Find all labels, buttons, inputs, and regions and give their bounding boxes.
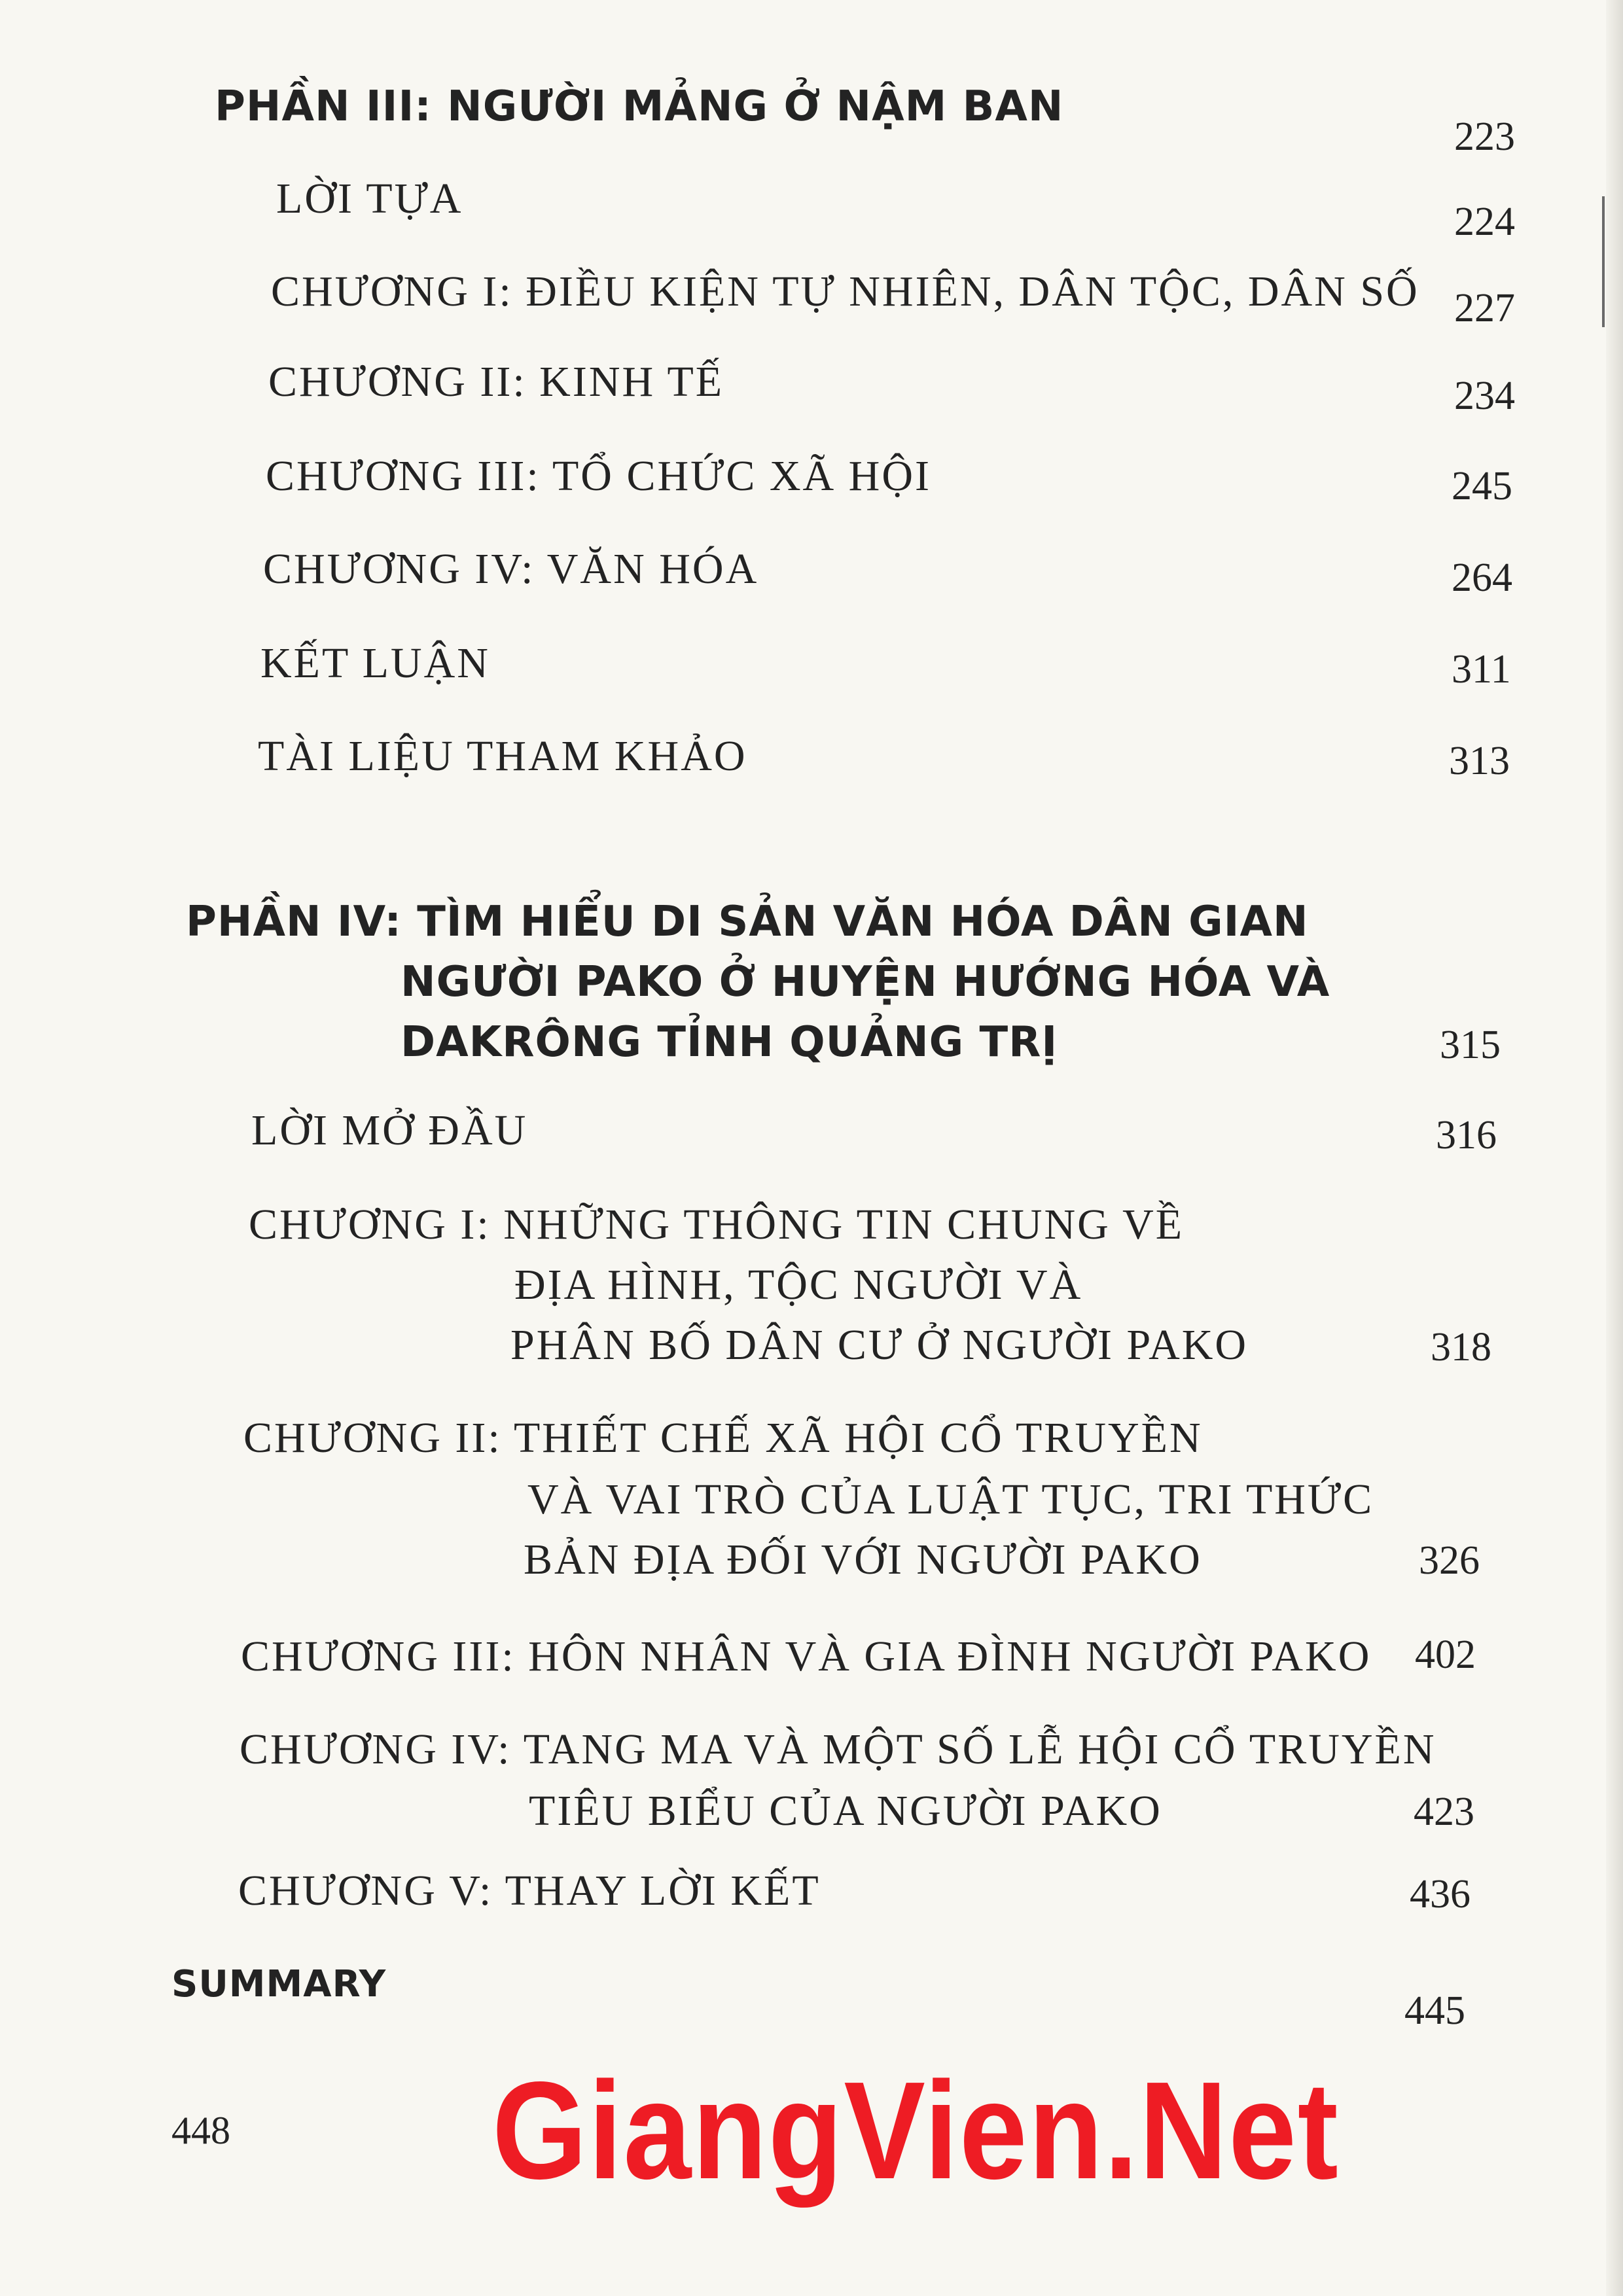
part4-title-line-1: PHẦN IV: TÌM HIỂU DI SẢN VĂN HÓA DÂN GIAN [186,898,1309,946]
part3-page: 223 [1454,115,1515,159]
toc-entry-page: 227 [1454,286,1515,330]
toc-entry-page: 423 [1414,1790,1474,1834]
toc-entry-page: 313 [1449,739,1510,783]
toc-entry-chuong-4: CHƯƠNG IV: VĂN HÓA [263,545,759,593]
watermark-logo: GiangVien.Net [492,2053,1340,2208]
part4-title-line-3: DAKRÔNG TỈNH QUẢNG TRỊ [401,1018,1058,1067]
toc-entry-loi-tua: LỜI TỰA [276,175,463,222]
toc-entry-loi-mo-dau: LỜI MỞ ĐẦU [251,1106,528,1154]
part3-title: PHẦN III: NGƯỜI MẢNG Ở NẬM BAN [215,82,1064,131]
part4-page: 315 [1440,1023,1501,1067]
toc-entry-p4-chuong-2-line-3: BẢN ĐỊA ĐỐI VỚI NGƯỜI PAKO [524,1536,1202,1583]
toc-entry-p4-chuong-1-line-2: ĐỊA HÌNH, TỘC NGƯỜI VÀ [514,1261,1083,1309]
toc-entry-page: 436 [1410,1872,1471,1916]
toc-entry-page: 224 [1454,200,1515,244]
toc-entry-p4-chuong-4-line-2: TIÊU BIỂU CỦA NGƯỜI PAKO [529,1787,1162,1835]
toc-entry-page: 245 [1452,464,1512,508]
toc-entry-chuong-1: CHƯƠNG I: ĐIỀU KIỆN TỰ NHIÊN, DÂN TỘC, DÂN SỐ [271,268,1419,315]
toc-entry-chuong-3: CHƯƠNG III: TỔ CHỨC XÃ HỘI [266,452,931,500]
toc-entry-page: 311 [1452,647,1511,692]
toc-entry-page: 318 [1431,1325,1491,1369]
toc-entry-page: 402 [1415,1633,1476,1677]
page-edge-mark [1602,196,1605,327]
summary-title: SUMMARY [171,1963,387,2005]
toc-entry-p4-chuong-1-line-3: PHÂN BỐ DÂN CƯ Ở NGƯỜI PAKO [510,1321,1249,1369]
toc-entry-p4-chuong-2-line-2: VÀ VAI TRÒ CỦA LUẬT TỤC, TRI THỨC [527,1475,1374,1523]
toc-entry-page: 316 [1436,1113,1497,1157]
toc-entry-p4-chuong-3: CHƯƠNG III: HÔN NHÂN VÀ GIA ĐÌNH NGƯỜI PAKO [241,1633,1372,1680]
page-number: 448 [171,2109,230,2152]
toc-entry-page: 264 [1452,556,1512,600]
toc-entry-tai-lieu: TÀI LIỆU THAM KHẢO [258,732,747,780]
page-edge-shadow [1606,0,1623,2296]
summary-page: 445 [1404,1988,1465,2033]
part4-title-line-2: NGƯỜI PAKO Ở HUYỆN HƯỚNG HÓA VÀ [401,958,1330,1006]
toc-entry-p4-chuong-2-line-1: CHƯƠNG II: THIẾT CHẾ XÃ HỘI CỔ TRUYỀN [243,1414,1203,1462]
toc-entry-page: 326 [1419,1538,1480,1583]
toc-entry-p4-chuong-1-line-1: CHƯƠNG I: NHỮNG THÔNG TIN CHUNG VỀ [249,1201,1185,1248]
toc-entry-p4-chuong-5: CHƯƠNG V: THAY LỜI KẾT [238,1867,821,1915]
toc-entry-page: 234 [1454,374,1515,418]
toc-entry-p4-chuong-4-line-1: CHƯƠNG IV: TANG MA VÀ MỘT SỐ LỄ HỘI CỔ TRUYỀN [240,1725,1436,1773]
toc-entry-ket-luan: KẾT LUẬN [260,639,490,687]
toc-entry-chuong-2: CHƯƠNG II: KINH TẾ [268,358,724,406]
